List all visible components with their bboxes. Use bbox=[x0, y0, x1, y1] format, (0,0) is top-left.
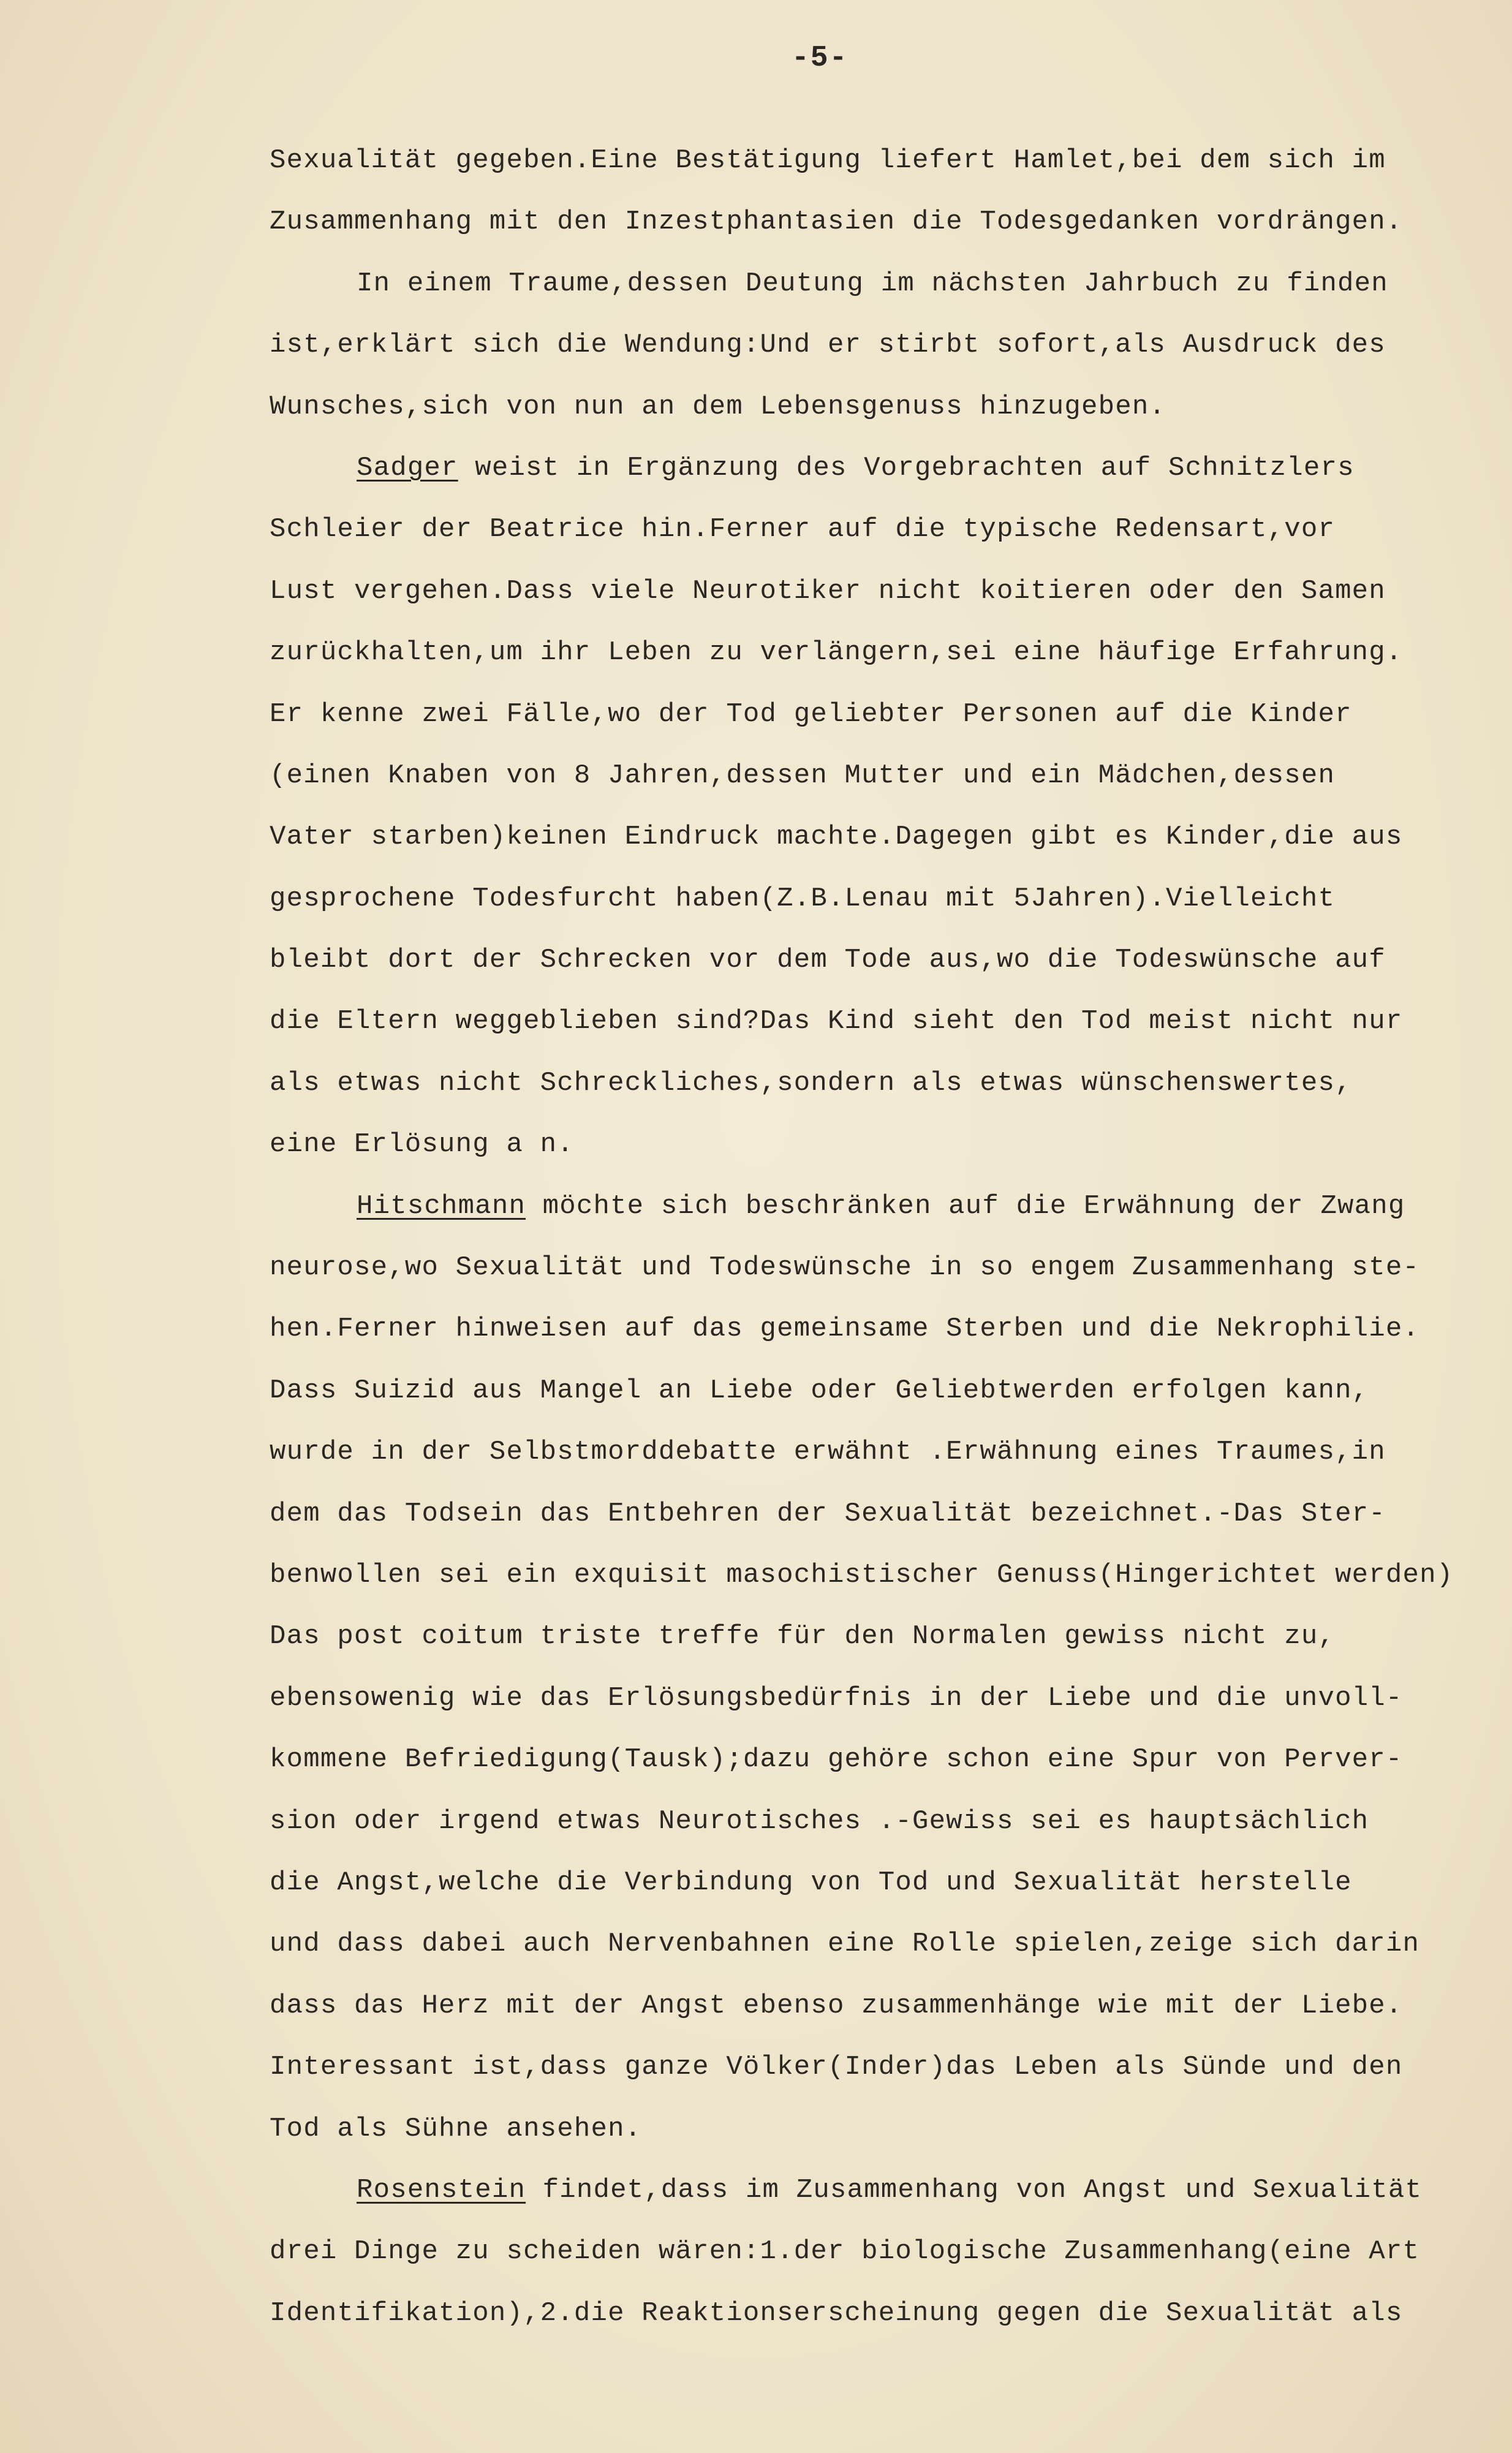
text-line: gesprochene Todesfurcht haben(Z.B.Lenau mit 5Jahren).Vielleicht bbox=[270, 883, 1336, 914]
paragraph-hitschmann bbox=[270, 1176, 1501, 2160]
text-line: die Eltern weggeblieben sind?Das Kind sieht den Tod meist nicht nur bbox=[270, 1006, 1403, 1037]
text-line: Zusammenhang mit den Inzestphantasien die Todesgedanken vordrängen. bbox=[270, 206, 1403, 238]
speaker-name: Hitschmann bbox=[357, 1190, 526, 1222]
text-line: Tod als Sühne ansehen. bbox=[270, 2113, 642, 2144]
text-line: hen.Ferner hinweisen auf das gemeinsame Sterben und die Nekrophilie. bbox=[270, 1313, 1420, 1345]
text-line: benwollen sei ein exquisit masochistischer Genuss(Hingerichtet werden) bbox=[270, 1559, 1454, 1590]
text-line: Sexualität gegeben.Eine Bestätigung liefert Hamlet,bei dem sich im bbox=[270, 145, 1386, 176]
text-line-rest: weist in Ergänzung des Vorgebrachten auf Schnitzlers bbox=[458, 452, 1355, 483]
text-line: die Angst,welche die Verbindung von Tod und Sexualität herstelle bbox=[270, 1867, 1352, 1898]
text-line: kommene Befriedigung(Tausk);dazu gehöre schon eine Spur von Perver- bbox=[270, 1744, 1403, 1775]
text-line: und dass dabei auch Nervenbahnen eine Rolle spielen,zeige sich darin bbox=[270, 1929, 1420, 1960]
text-line: In einem Traume,dessen Deutung im nächsten Jahrbuch zu finden bbox=[357, 268, 1388, 299]
text-line-rest: findet,dass im Zusammenhang von Angst und Sexualität bbox=[526, 2174, 1423, 2205]
paragraph-rosenstein bbox=[270, 2160, 1501, 2344]
text-line: Wunsches,sich von nun an dem Lebensgenuss hinzugeben. bbox=[270, 391, 1166, 422]
text-line-rest: möchte sich beschränken auf die Erwähnung der Zwang bbox=[526, 1190, 1405, 1222]
page-number: -5- bbox=[792, 42, 849, 75]
page-body bbox=[270, 130, 1501, 2344]
text-line: Lust vergehen.Dass viele Neurotiker nicht koitieren oder den Samen bbox=[270, 575, 1386, 607]
text-line: dass das Herz mit der Angst ebenso zusammenhänge wie mit der Liebe. bbox=[270, 1990, 1403, 2021]
text-line: sion oder irgend etwas Neurotisches .-Gewiss sei es hauptsächlich bbox=[270, 1805, 1369, 1837]
text-line: Dass Suizid aus Mangel an Liebe oder Geliebtwerden erfolgen kann, bbox=[270, 1375, 1369, 1406]
text-line: als etwas nicht Schreckliches,sondern als etwas wünschenswertes, bbox=[270, 1067, 1352, 1098]
text-line: zurückhalten,um ihr Leben zu verlängern,sei eine häufige Erfahrung. bbox=[270, 637, 1403, 668]
text-line: (einen Knaben von 8 Jahren,dessen Mutter und ein Mädchen,dessen bbox=[270, 760, 1336, 791]
text-line-first bbox=[270, 437, 1501, 499]
text-line: dem das Todsein das Entbehren der Sexualität bezeichnet.-Das Ster- bbox=[270, 1498, 1386, 1529]
text-line: Schleier der Beatrice hin.Ferner auf die typische Redensart,vor bbox=[270, 514, 1336, 545]
speaker-name: Rosenstein bbox=[357, 2174, 526, 2205]
paragraph-1 bbox=[270, 130, 1501, 253]
text-line-first bbox=[270, 2160, 1501, 2221]
text-line: ebensowenig wie das Erlösungsbedürfnis in der Liebe und die unvoll- bbox=[270, 1682, 1403, 1714]
text-line: Er kenne zwei Fälle,wo der Tod geliebter Personen auf die Kinder bbox=[270, 698, 1352, 730]
text-line: Interessant ist,dass ganze Völker(Inder)das Leben als Sünde und den bbox=[270, 2052, 1403, 2083]
text-line: drei Dinge zu scheiden wären:1.der biologische Zusammenhang(eine Art bbox=[270, 2236, 1420, 2267]
text-line: Vater starben)keinen Eindruck machte.Dagegen gibt es Kinder,die aus bbox=[270, 822, 1403, 853]
text-line: Das post coitum triste treffe für den Normalen gewiss nicht zu, bbox=[270, 1621, 1336, 1652]
text-line: Identifikation),2.die Reaktionserscheinung gegen die Sexualität als bbox=[270, 2297, 1403, 2329]
text-line: neurose,wo Sexualität und Todeswünsche in so engem Zusammenhang ste- bbox=[270, 1252, 1420, 1283]
paragraph-sadger bbox=[270, 437, 1501, 1176]
speaker-name: Sadger bbox=[357, 452, 458, 483]
text-line: eine Erlösung a n. bbox=[270, 1129, 574, 1160]
text-line: ist,erklärt sich die Wendung:Und er stirbt sofort,als Ausdruck des bbox=[270, 330, 1386, 361]
text-line: bleibt dort der Schrecken vor dem Tode aus,wo die Todeswünsche auf bbox=[270, 945, 1386, 976]
text-line-first bbox=[270, 1176, 1501, 1237]
text-line: wurde in der Selbstmorddebatte erwähnt .Erwähnung eines Traumes,in bbox=[270, 1437, 1386, 1468]
paragraph-2 bbox=[270, 253, 1501, 437]
